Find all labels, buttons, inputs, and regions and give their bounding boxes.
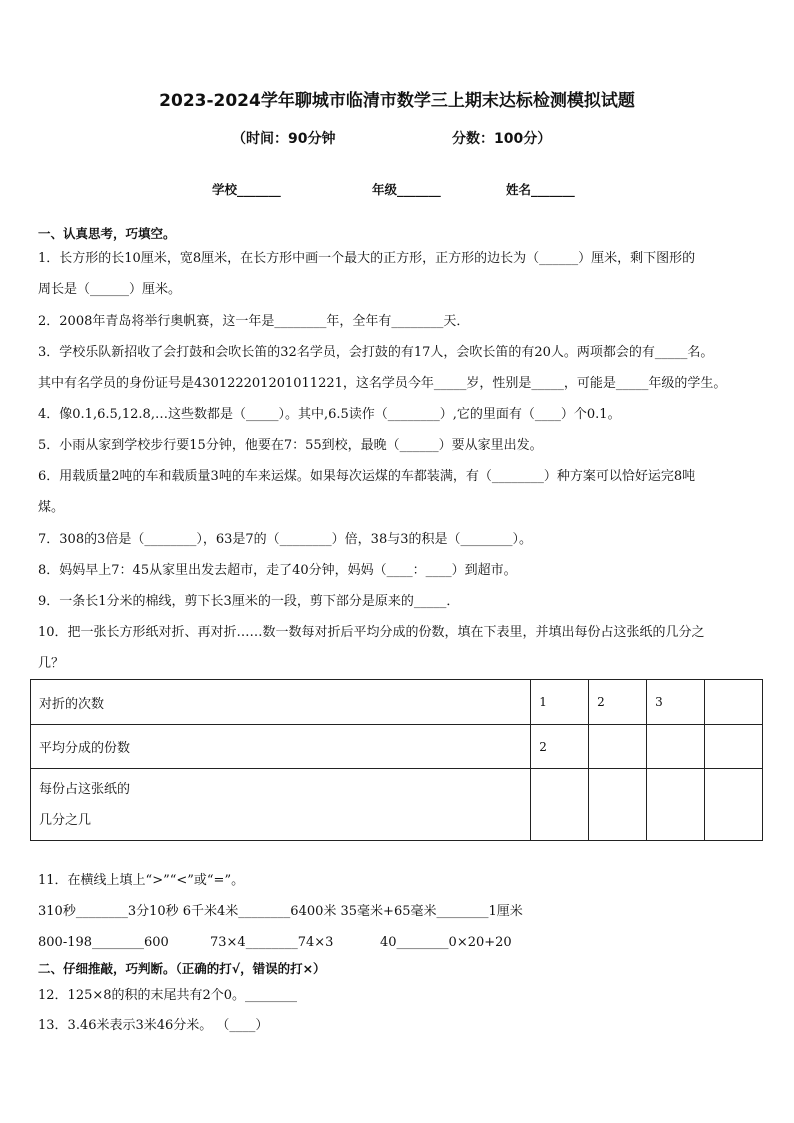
table-cell-label [31, 769, 531, 841]
table-cell [705, 680, 763, 725]
table-label-line-1: 每份占这张纸的 [39, 781, 131, 797]
question-10-line-2: 几？ [38, 656, 65, 671]
exam-time: （时间：90分钟 [232, 131, 336, 147]
name-field: 姓名_______ [506, 182, 575, 197]
question-6-line-1: 6．用载质量2吨的车和载质量3吨的车来运煤。如果每次运煤的车都装满，有（________）种方案可以恰好运完8吨 [38, 469, 696, 484]
question-13: 13．3.46米表示3米46分米。 （____） [38, 1018, 269, 1033]
question-11-row-2-b: 73×4________74×3 [210, 935, 334, 950]
section1-heading: 一、认真思考，巧填空。 [38, 226, 176, 241]
table-cell-label: 对折的次数 [31, 680, 531, 725]
table-row [31, 725, 763, 769]
table-cell [531, 769, 589, 841]
question-3-line-2: 其中有名学员的身份证号是430122201201011221，这名学员今年_____岁，性别是_____，可能是_____年级的学生。 [38, 376, 727, 391]
question-10-line-1: 10．把一张长方形纸对折、再对折……数一数每对折后平均分成的份数，填在下表里，并填出每份占这张纸的几分之 [38, 625, 705, 640]
question-3-line-1: 3．学校乐队新招收了会打鼓和会吹长笛的32名学员，会打鼓的有17人，会吹长笛的有20人。两项都会的有_____名。 [38, 345, 714, 360]
table-cell: 3 [647, 680, 705, 725]
table-row [31, 769, 763, 841]
question-6-line-2: 煤。 [38, 500, 65, 515]
table-cell: 2 [589, 680, 647, 725]
question-12: 12．125×8的积的末尾共有2个0。________ [38, 988, 298, 1003]
exam-score: 分数：100分） [452, 131, 552, 147]
exam-title: 2023-2024学年聊城市临清市数学三上期末达标检测模拟试题 [159, 91, 635, 111]
table-cell [647, 769, 705, 841]
section2-heading: 二、仔细推敲，巧判断。（正确的打√，错误的打×） [38, 961, 326, 976]
table-cell [589, 769, 647, 841]
question-11-row-2-c: 40________0×20+20 [380, 935, 512, 950]
question-7: 7．308的3倍是（________），63是7的（________）倍，38与3的积是（________）。 [38, 532, 532, 547]
question-1-line-1: 1．长方形的长10厘米，宽8厘米，在长方形中画一个最大的正方形，正方形的边长为（______）厘米，剩下图形的 [38, 251, 696, 266]
question-11-row-2-a: 800-198________600 [38, 935, 169, 950]
table-cell [705, 769, 763, 841]
question-11: 11．在横线上填上“>”“<”或“=”。 [38, 873, 245, 888]
question-8: 8．妈妈早上7：45从家里出发去超市，走了40分钟，妈妈（____：____）到超市。 [38, 563, 517, 578]
table-row [31, 680, 763, 725]
table-cell: 2 [531, 725, 589, 769]
question-9: 9．一条长1分米的棉线，剪下长3厘米的一段，剪下部分是原来的_____． [38, 594, 460, 609]
question-1-line-2: 周长是（______）厘米。 [38, 282, 182, 297]
question-4: 4．像0.1,6.5,12.8,…这些数都是（_____）。其中,6.5读作（________）,它的里面有（____）个0.1。 [38, 407, 621, 422]
question-2: 2．2008年青岛将举行奥帆赛，这一年是________年，全年有________天． [38, 314, 470, 329]
table-cell-label: 平均分成的份数 [31, 725, 531, 769]
table-cell [589, 725, 647, 769]
folding-table [30, 679, 763, 841]
table-cell: 1 [531, 680, 589, 725]
table-cell [705, 725, 763, 769]
school-field: 学校_______ [212, 182, 281, 197]
question-11-row-1: 310秒________3分10秒 6千米4米________6400米 35毫米+65毫米________1厘米 [38, 904, 523, 919]
table-cell [647, 725, 705, 769]
table-label-line-2: 几分之几 [39, 812, 92, 828]
grade-field: 年级_______ [372, 182, 441, 197]
question-5: 5．小雨从家到学校步行要15分钟，他要在7：55到校，最晚（______）要从家里出发。 [38, 438, 543, 453]
